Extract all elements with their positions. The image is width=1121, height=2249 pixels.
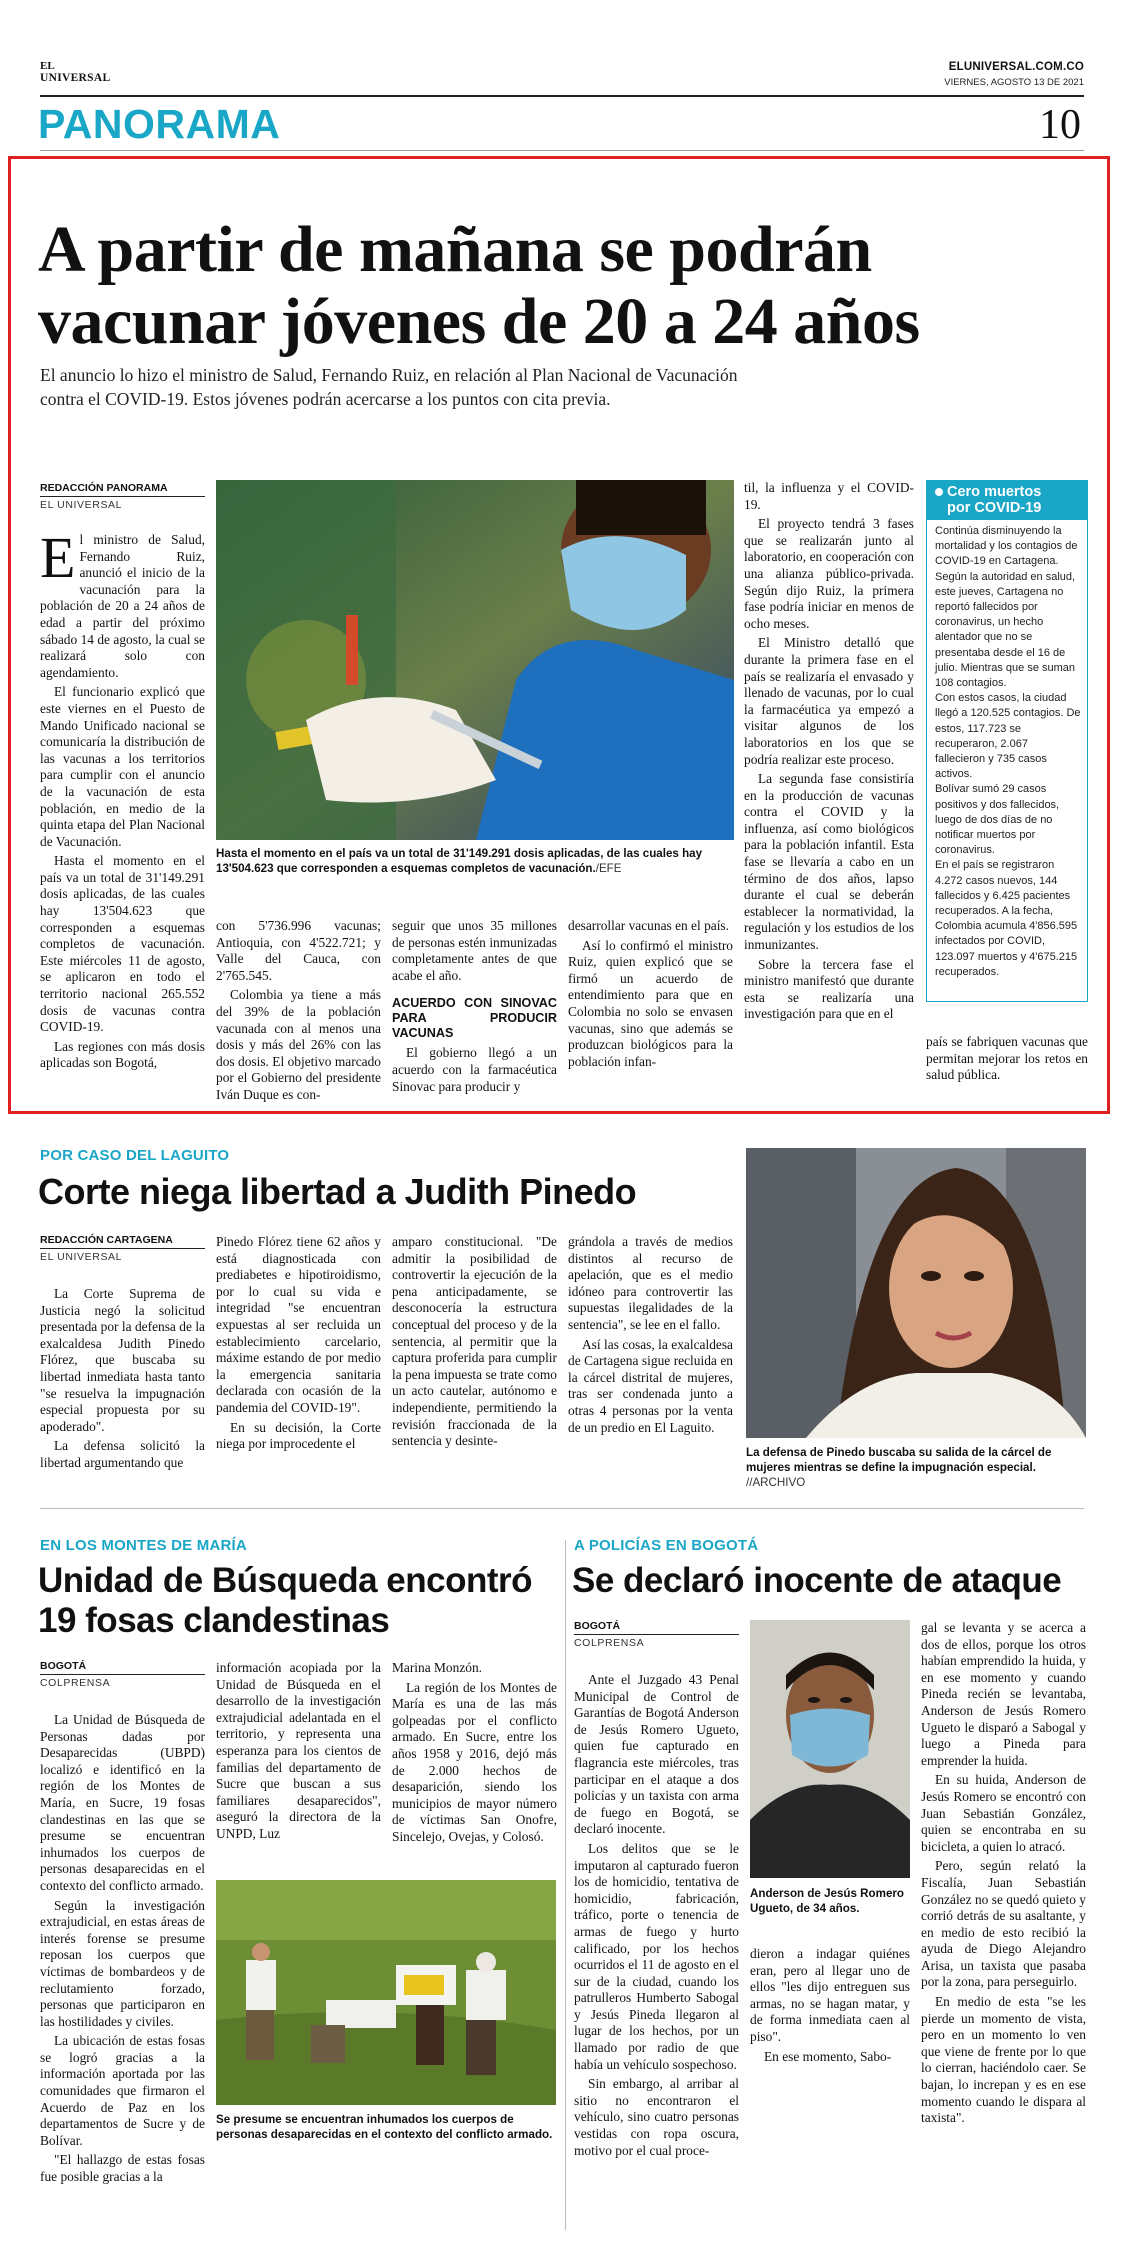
drop-cap: E [40, 525, 76, 590]
story2-paragraph: La defensa solicitó la libertad argumentando que [40, 1438, 205, 1470]
lead-photo-caption [216, 846, 734, 876]
lead-paragraph: Sobre la tercera fase el ministro manifestó que durante esta se realizaría una investigación para que en el [744, 956, 914, 1022]
sidebar-paragraph: Continúa disminuyendo la mortalidad y los contagios de COVID-19 en Cartagena. [935, 525, 1078, 568]
story3-photo [216, 1880, 556, 2105]
lead-deck [40, 363, 738, 411]
byline-author: REDACCIÓN PANORAMA [40, 482, 168, 494]
story4-paragraph: Pero, según relató la Fiscalía, Juan Sebastián González no se quedó quieto y corrió detrás de su asaltante, y en medio de esto recibió la ayuda de Diego Alejandro Arisa, un taxista que pasaba por la zona, para perseguirlo. [921, 1858, 1086, 1990]
section-rule [40, 150, 1084, 151]
caption-text: La defensa de Pinedo buscaba su salida de la cárcel de mujeres mientras se define la impugnación especial. [746, 1446, 1052, 1474]
sidebar-header [927, 481, 1087, 520]
story2-paragraph: En su decisión, la Corte niega por improcedente el [216, 1419, 381, 1452]
lead-paragraph: El Ministro detalló que durante la primera fase en el país se realizaría el envasado y llenado de vacunas, por lo cual la farmacéutica ya empezó a visitar algunos de los laboratorios en los que se podría realizar este proceso. [744, 635, 914, 767]
byline-rule [574, 1634, 739, 1635]
lead-headline-line1: A partir de mañana se podrán [38, 213, 872, 286]
site-url[interactable]: ELUNIVERSAL.COM.CO [948, 61, 1084, 73]
story4-byline [574, 1620, 739, 1649]
byline-org: EL UNIVERSAL [40, 499, 123, 511]
story3-headline [38, 1561, 532, 1641]
byline-org: COLPRENSA [574, 1637, 645, 1649]
lead-photo [216, 480, 734, 840]
story2-byline [40, 1234, 205, 1263]
lead-deck-line1: El anuncio lo hizo el ministro de Salud, Fernando Ruiz, en relación al Plan Nacional de Vacunación [40, 365, 738, 385]
story4-column-2 [750, 1946, 910, 2068]
story4-paragraph: Ante el Juzgado 43 Penal Municipal de Control de Garantías de Bogotá Anderson de Jesús Romero Ugueto, quien fue capturado en flagrancia este miércoles, tras participar en el ataque a dos policías y un taxista con arma de fuego en Bogotá, se declaró inocente. [574, 1672, 739, 1837]
byline-org: EL UNIVERSAL [40, 1251, 123, 1263]
lead-paragraph: Hasta el momento en el país va un total de 31'149.291 dosis aplicadas, de las cuales hay 13'504.623 que corresponden a esquemas completos de vacunación. Este miércoles 11 de agosto, se aplicaron en todo el territorio nacional 265.552 dosis de vacunas contra COVID-19. [40, 853, 205, 1035]
logo-line2: UNIVERSAL [40, 72, 111, 84]
story4-paragraph: gal se levanta y se acerca a dos de ellos, porque los otros habían emprendido la huida, y en ese momento y cuando Pineda recién se levantaba, Anderson de Jesús Romero Ugueto le disparó a Sabogal y luego a Pineda para emprender la huida. [921, 1620, 1086, 1768]
caption-text: Se presume se encuentran inhumados los cuerpos de personas desaparecidas en el contexto del conflicto armado. [216, 2113, 553, 2141]
story3-column-2 [216, 1660, 381, 1846]
caption-text: Anderson de Jesús Romero Ugueto, de 34 años. [750, 1887, 904, 1915]
lead-column-4 [568, 918, 733, 1073]
logo-line1: EL [40, 60, 55, 72]
issue-date: VIERNES, AGOSTO 13 DE 2021 [944, 77, 1084, 88]
story4-headline: Se declaró inocente de ataque [572, 1561, 1062, 1600]
lead-paragraph: Colombia ya tiene a más del 39% de la población vacunada con al menos una dosis y más del 26% con las dos dosis. El objetivo marcado por el Gobierno del presidente Iván Duque es con- [216, 987, 381, 1102]
story2-column-1 [40, 1286, 205, 1475]
masthead-rule [40, 95, 1084, 97]
story4-kicker: A POLICÍAS EN BOGOTÁ [574, 1537, 759, 1554]
lead-column-1 [40, 525, 205, 1075]
story3-paragraph: Marina Monzón. [392, 1660, 482, 1675]
story2-paragraph: Pinedo Flórez tiene 62 años y está diagnosticada con prediabetes e hipotiroidismo, por lo cual su vida e integridad "se encuentran expuestas al ser recluida un establecimiento carcelario, máxime estando de por medio la emergencia sanitaria declarada con ocasión de la pandemia del COVID-19". [216, 1234, 381, 1415]
lead-subhead: ACUERDO CON SINOVAC PARA PRODUCIR VACUNAS [392, 996, 557, 1041]
story2-photo [746, 1148, 1086, 1438]
lead-column-5 [744, 480, 914, 1026]
byline-rule [40, 1674, 205, 1675]
story4-paragraph: Los delitos que se le imputaron al capturado fueron los de homicidio, tentativa de homicidio, fabricación, tráfico, porte o tenencia de armas de fuego y hurto calificado, por los hechos ocurridos el 11 de agosto en el sur de la ciudad, cuando los patrulleros Humberto Sabogal y Jesús Pineda llegaron al lugar de los hechos, por un llamado por radio de que había un vehículo sospechoso. [574, 1840, 739, 2072]
story2-paragraph: La Corte Suprema de Justicia negó la solicitud presentada por la defensa de la exalcaldesa Judith Pinedo Flórez, que buscaba su libertad inmediata hasta tanto "se resuelva la impugnación especial propuesta por su apoderado". [40, 1286, 205, 1434]
story3-paragraph: La ubicación de estas fosas se logró gracias a la información aportada por las comunidades que firmaron el Acuerdo de Paz en los departamentos de Sucre y de Bolívar. [40, 2033, 205, 2148]
lead-paragraph: El gobierno llegó a un acuerdo con la farmacéutica Sinovac para producir y [392, 1045, 557, 1094]
story3-column-1 [40, 1712, 205, 2189]
lead-paragraph: Las regiones con más dosis aplicadas son Bogotá, [40, 1038, 205, 1071]
lead-paragraph: seguir que unos 35 millones de personas estén inmunizadas completamente antes de que acabe el año. [392, 918, 557, 983]
sidebar-body [927, 520, 1087, 980]
caption-text: Hasta el momento en el país va un total de 31'149.291 dosis aplicadas, de las cuales hay 13'504.623 que corresponden a esquemas completos de vacunación. [216, 847, 703, 875]
story2-paragraph: grándola a través de medios distintos al recurso de apelación, que es el medio idóneo para controvertir las supuestas ilegalidades de la sentencia", se lee en el fallo. [568, 1234, 733, 1332]
caption-credit: //ARCHIVO [746, 1476, 806, 1489]
dropcap-paragraph: El ministro de Salud, Fernando Ruiz, anunció el inicio de la vacunación para la población de 20 a 24 años de edad a partir del próximo sábado 14 de agosto, la cual se realizará solo con agendamiento. [40, 525, 205, 680]
story2-column-2 [216, 1234, 381, 1456]
bullet-icon [935, 488, 943, 496]
byline-rule [40, 1248, 205, 1249]
story3-kicker: EN LOS MONTES DE MARÍA [40, 1537, 247, 1554]
lead-paragraph: desarrollar vacunas en el país. [568, 918, 729, 933]
sidebar-paragraph: Según la autoridad en salud, este jueves, Cartagena no reportó fallecidos por coronavirus, un hecho alentador que no se presentaba desde el 16 de julio. Mientras que se suman 108 contagios. [935, 570, 1076, 690]
lead-column-3 [392, 918, 557, 1098]
sidebar-paragraph: Con estos casos, la ciudad llegó a 120.525 contagios. De estos, 117.723 se recuperaron, 2.067 fallecieron y 735 casos activos. [935, 692, 1081, 781]
section-divider [40, 1508, 1084, 1509]
story2-paragraph: amparo constitucional. "De admitir la posibilidad de controvertir la ejecución de la pena anticipadamente, se desconocería la estructura conceptual del proceso y de la sentencia, al permitir que la captura proferida para cumplir la pena impuesta se trate como un acto cautelar, autónomo e independiente, permitiendo la revisión fraccionada de la sentencia y desinte- [392, 1234, 557, 1449]
masthead-logo [40, 60, 110, 84]
lead-paragraph: Así lo confirmó el ministro Ruiz, quien explicó que se firmó un acuerdo de entendimiento para que en Colombia no solo se envasen vacunas, sino que además se produzcan biológicos para la población infan- [568, 937, 733, 1069]
story3-byline [40, 1660, 205, 1689]
story3-headline-line2: 19 fosas clandestinas [38, 1601, 390, 1640]
byline-author: REDACCIÓN CARTAGENA [40, 1234, 173, 1246]
story2-column-3 [392, 1234, 557, 1453]
story4-paragraph: En medio de esta "se les pierde un momento de vista, pero en un momento lo ven que viene de frente por lo que lo cierran, haciéndolo caer. Se bajan, lo increpan y es en ese momento cuando le dispara al taxista". [921, 1994, 1086, 2126]
lead-column-2 [216, 918, 381, 1107]
section-title: PANORAMA [38, 101, 281, 147]
lead-headline-line2: vacunar jóvenes de 20 a 24 años [38, 285, 920, 358]
sidebar-paragraph: En el país se registraron 4.272 casos nuevos, 144 fallecidos y 6.425 pacientes recuperados. A la fecha, Colombia acumula 4'856.595 infectados por COVID, 123.097 muertos y 4'675.215 recuperados. [935, 859, 1078, 978]
story4-paragraph: En su huida, Anderson de Jesús Romero se encontró con Juan Sebastián González, quien se encontraba en su bicicleta, a quien lo atracó. [921, 1772, 1086, 1854]
column-divider [565, 1540, 566, 2230]
lead-headline [38, 214, 920, 358]
lead-paragraph: El proyecto tendrá 3 fases que se realizarán junto al laboratorio, en cooperación con una alianza público-privada. Según dijo Ruiz, la primera fase podría iniciar en menos de ocho meses. [744, 516, 914, 631]
byline-org: COLPRENSA [40, 1677, 111, 1689]
story2-photo-caption [746, 1445, 1086, 1490]
story3-paragraph: Según la investigación extrajudicial, en estas áreas de interés forense se presume reposan los cuerpos que víctimas de bombardeos y de reclutamiento forzado, personas que participaron en las hostilidades y civiles. [40, 1897, 205, 2029]
story2-kicker: POR CASO DEL LAGUITO [40, 1147, 230, 1164]
lead-paragraph: El funcionario explicó que este viernes en el Puesto de Mando Unificado nacional se comunicaría la distribución de las vacunas a los territorios para cumplir con el anuncio de la vacunación de esta población, en medio de la quinta etapa del Plan Nacional de Vacunación. [40, 684, 205, 849]
story2-headline: Corte niega libertad a Judith Pinedo [38, 1171, 637, 1212]
story3-paragraph: información acopiada por la Unidad de Búsqueda en el desarrollo de la investigación extrajudicial adelantada en el territorio, y representa una esperanza para los cientos de familias del departamento de Sucre que buscan a sus familiares desaparecidos", aseguró la directora de la UNPD, Luz [216, 1660, 381, 1841]
byline-author: BOGOTÁ [574, 1620, 621, 1632]
lead-paragraph: con 5'736.996 vacunas; Antioquia, con 4'522.721; y Valle del Cauca, con 2'765.545. [216, 918, 381, 983]
lead-paragraph: país se fabriquen vacunas que permitan mejorar los retos en salud pública. [926, 1034, 1088, 1083]
lead-byline [40, 482, 205, 511]
lead-paragraph: La segunda fase consistiría en la producción de vacunas contra el COVID y la influenza, así como biológicos para la población infantil. Esta fase se llevaría a cabo en un término de dos años, lapso durante el cual se deberán establecer la normatividad, la regulación y los estudios de los inmunizantes. [744, 771, 914, 953]
lead-column-6 [926, 1034, 1088, 1087]
story4-photo-caption [750, 1886, 910, 1916]
byline-rule [40, 496, 205, 497]
sidebar-title-line1 [935, 484, 1081, 500]
lead-deck-line2: contra el COVID-19. Estos jóvenes podrán acercarse a los puntos con cita previa. [40, 389, 611, 409]
story4-photo [750, 1620, 910, 1878]
story4-paragraph: Sin embargo, al arribar al sitio no encontraron el vehículo, sino cuatro personas vestidas con ropa oscura, motivo por el cual proce- [574, 2076, 739, 2158]
story3-paragraph: La Unidad de Búsqueda de Personas dadas por Desaparecidas (UBPD) localizó e identificó en la región de los Montes de María, en Sucre, 19 fosas clandestinas en las que se presume se encuentran inhumados los cuerpos de personas desaparecidas en el contexto del conflicto armado. [40, 1712, 205, 1893]
story3-paragraph: La región de los Montes de María es una de las más golpeadas por el conflicto armado. En Sucre, entre los años 1958 y 2016, dejó más de 2.000 hechos de desaparición, siendo los municipios de mayor número de víctimas San Onofre, Sincelejo, Ovejas, y Colosó. [392, 1679, 557, 1844]
story4-paragraph: En ese momento, Sabo- [764, 2048, 892, 2064]
caption-credit: /EFE [595, 862, 622, 875]
lead-paragraph: til, la influenza y el COVID-19. [744, 480, 914, 512]
sidebar-paragraph: Bolívar sumó 29 casos positivos y dos fallecidos, luego de dos días de no notificar muertos por coronavirus. [935, 783, 1060, 857]
story3-photo-caption [216, 2112, 556, 2142]
covid-sidebar [926, 480, 1088, 1002]
page-number: 10 [1039, 102, 1081, 148]
story4-column-3 [921, 1620, 1086, 2130]
sidebar-title-2: por COVID-19 [947, 500, 1042, 516]
sidebar-title-1: Cero muertos [947, 484, 1042, 500]
story2-column-4 [568, 1234, 733, 1439]
story4-paragraph: dieron a indagar quiénes eran, pero al llegar uno de ellos "les dijo entreguen sus armas, no se hagan matar, y de forma inmediata caen al piso". [750, 1946, 910, 2044]
story3-column-3 [392, 1660, 557, 1849]
story3-paragraph: "El hallazgo de estas fosas fue posible gracias a la [40, 2152, 205, 2185]
byline-author: BOGOTÁ [40, 1660, 87, 1672]
story3-headline-line1: Unidad de Búsqueda encontró [38, 1561, 533, 1600]
story4-column-1 [574, 1672, 739, 2162]
story2-paragraph: Así las cosas, la exalcaldesa de Cartagena sigue recluida en la cárcel distrital de mujeres, tras ser condenada junto a otras 4 personas por la venta de un predio en El Laguito. [568, 1336, 733, 1435]
